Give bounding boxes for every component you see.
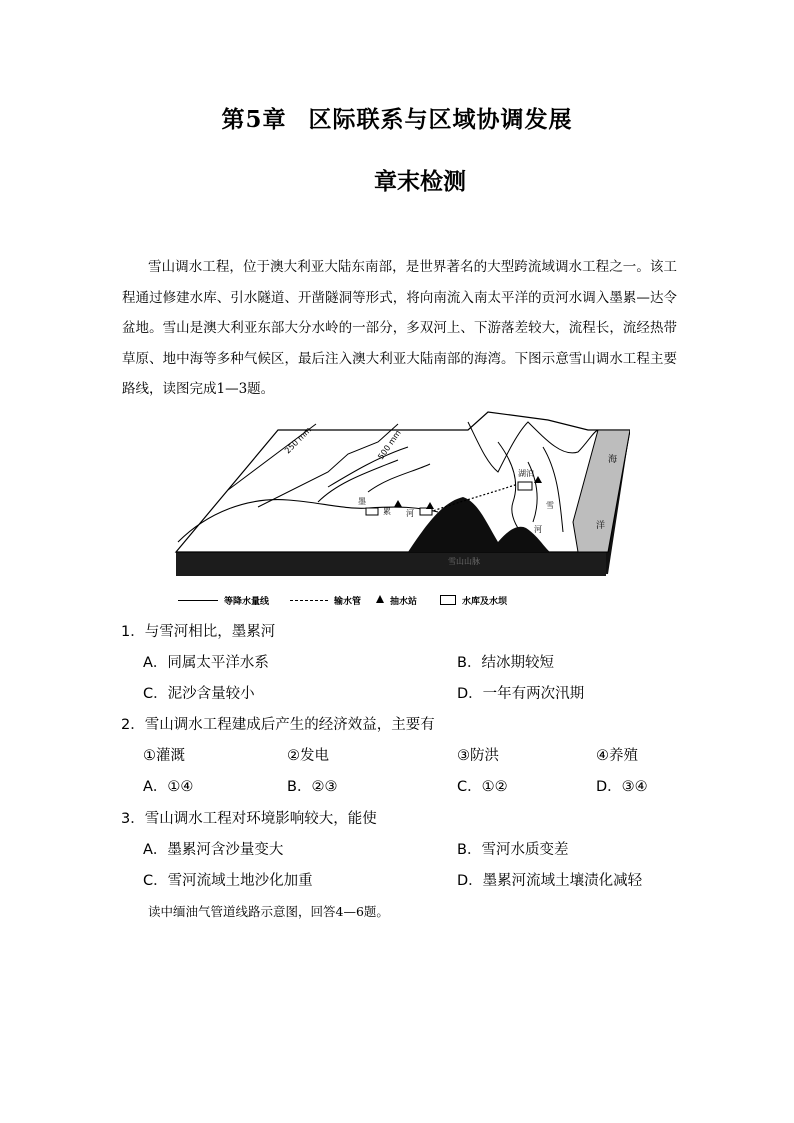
label-murray: 墨 [358,497,366,506]
option-text: 雪河流域土地沙化加重 [167,873,313,889]
question-number: 2． [121,717,145,733]
option-key: B． [287,779,312,795]
contour-label-500: 500 mm [376,428,403,462]
option-text: 墨累河含沙量变大 [167,842,284,858]
legend-pipe-swatch [290,600,328,601]
legend-pump-label: 抽水站 [390,597,418,607]
legend-contour-label: 等降水量线 [224,597,270,607]
label-snow: 雪 [546,501,554,510]
page-subtitle: 章末检测 [374,168,466,195]
chapter-name: 区际联系与区域协调发展 [308,106,573,133]
item-3: ③防洪 [457,748,499,764]
option-2d[interactable] [596,775,648,796]
option-text: ②③ [311,779,338,795]
question-number: 3． [121,811,145,827]
page-title [0,101,794,134]
option-text: 结冰期较短 [481,655,554,671]
option-key: A． [143,842,168,858]
option-key: A． [143,655,168,671]
option-key: C． [143,686,168,702]
pump-station-icon [376,595,384,603]
label-snow-river: 河 [534,525,542,534]
option-3c[interactable] [143,869,313,890]
option-key: B． [457,842,482,858]
option-key: C． [143,873,168,889]
item-1: ①灌溉 [143,748,185,764]
label-murray-2: 累 [383,507,391,516]
question-3 [121,807,681,828]
intro-paragraph: 雪山调水工程，位于澳大利亚大陆东南部，是世界著名的大型跨流域调水工程之一。该工程通过修建水库、引水隧道、开凿隧洞等形式，将向南流入南太平洋的贡河水调入墨累—达令盆地。雪山是澳大利亚东部大分水岭的一部分，多双河上、下游落差较大，流程长，流经热带草原、地中海等多种气候区，最后注入澳大利亚大陆南部的海湾。下图示意雪山调水工程主要路线，读图完成1—3题。 [122,259,677,397]
label-sea-2: 洋 [596,521,606,531]
snowy-mountains-diagram [168,402,630,617]
legend-pipe-label: 输水管 [334,597,362,607]
option-key: D． [457,686,483,702]
label-sea-1: 海 [608,455,618,465]
option-1b[interactable] [457,651,554,672]
option-2b[interactable] [287,775,337,796]
question-stem: 雪山调水工程建成后产生的经济效益，主要有 [144,717,435,733]
option-3b[interactable] [457,838,568,859]
option-2c[interactable] [457,775,508,796]
contour-label-250: 250 mm [283,425,314,456]
option-3d[interactable] [457,869,642,890]
reservoir-icon [420,508,432,515]
option-text: ①④ [167,779,194,795]
option-text: 同属太平洋水系 [167,655,269,671]
option-1c[interactable] [143,682,255,703]
reservoir-icon [518,482,532,490]
option-2a[interactable] [143,775,193,796]
option-1d[interactable] [457,682,584,703]
item-4: ④养殖 [596,748,638,764]
option-text: 雪河水质变差 [481,842,569,858]
figure-legend [178,594,598,608]
option-text: 泥沙含量较小 [167,686,255,702]
legend-reservoir-label: 水库及水坝 [462,597,508,607]
option-key: A． [143,779,168,795]
option-text: ①② [481,779,508,795]
option-text: 墨累河流域土壤渍化减轻 [482,873,643,889]
question-stem: 雪山调水工程对环境影响较大，能使 [144,811,377,827]
label-river: 河 [406,509,414,518]
option-3a[interactable] [143,838,283,859]
label-lake: 湖泊 [518,469,534,478]
option-1a[interactable] [143,651,269,672]
question-2 [121,713,681,734]
option-text: ③④ [621,779,648,795]
question-1 [121,620,681,641]
chapter-number: 第5章 [221,106,287,133]
question-stem: 与雪河相比，墨累河 [144,624,276,640]
option-key: D． [596,779,622,795]
option-text: 一年有两次汛期 [482,686,585,702]
block-base [176,552,606,576]
next-section-instruction: 读中缅油气管道线路示意图，回答4—6题。 [148,904,389,919]
block-top-surface [176,412,630,552]
legend-contour-swatch [178,600,218,601]
option-key: B． [457,655,482,671]
reservoir-icon [440,595,456,605]
reservoir-icon [366,508,378,515]
option-key: C． [457,779,482,795]
item-2: ②发电 [287,748,329,764]
label-mountain: 雪山山脉 [448,557,480,566]
option-key: D． [457,873,483,889]
question-number: 1． [121,624,145,640]
